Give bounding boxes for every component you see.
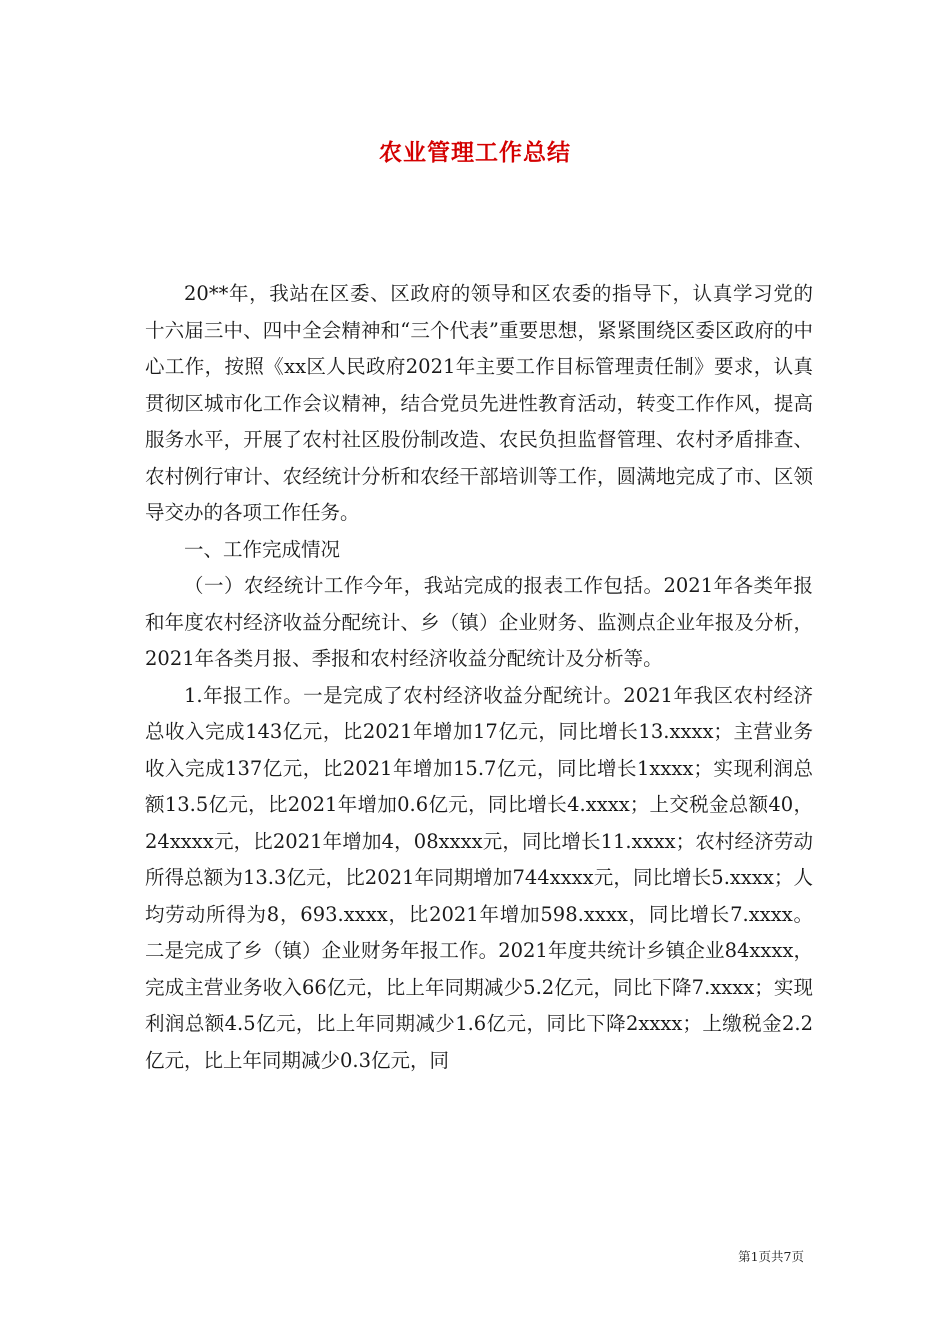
- document-body: [145, 276, 813, 1079]
- intro-paragraph: 20**年，我站在区委、区政府的领导和区农委的指导下，认真学习党的十六届三中、四中全会精神和“三个代表”重要思想，紧紧围绕区委区政府的中心工作，按照《xx区人民政府2021年主要工作目标管理责任制》要求，认真贯彻区城市化工作会议精神，结合党员先进性教育活动，转变工作作风，提高服务水平，开展了农村社区股份制改造、农民负担监督管理、农村矛盾排查、农村例行审计、农经统计分析和农经干部培训等工作，圆满地完成了市、区领导交办的各项工作任务。: [145, 282, 813, 524]
- subsection-paragraph: （一）农经统计工作今年，我站完成的报表工作包括。2021年各类年报和年度农村经济收益分配统计、乡（镇）企业财务、监测点企业年报及分析，2021年各类月报、季报和农村经济收益分配统计及分析等。: [145, 574, 813, 670]
- document-title: 农业管理工作总结: [379, 140, 571, 166]
- section-heading: 一、工作完成情况: [184, 537, 341, 561]
- page-number: 第1页共7页: [738, 1249, 804, 1264]
- annual-report-paragraph: 1.年报工作。一是完成了农村经济收益分配统计。2021年我区农村经济总收入完成143亿元，比2021年增加17亿元，同比增长13.xxxx；主营业务收入完成137亿元，比2021年增加15.7亿元，同比增长1xxxx；实现利润总额13.5亿元，比2021年增加0.6亿元，同比增长4.xxxx；上交税金总额40，24xxxx元，比2021年增加4，08xxxx元，同比增长11.xxxx；农村经济劳动所得总额为13.3亿元，比2021年同期增加744xxxx元，同比增长5.xxxx；人均劳动所得为8，693.xxxx，比2021年增加598.xxxx，同比增长7.xxxx。二是完成了乡（镇）企业财务年报工作。2021年度共统计乡镇企业84xxxx，完成主营业务收入66亿元，比上年同期减少5.2亿元，同比下降7.xxxx；实现利润总额4.5亿元，比上年同期减少1.6亿元，同比下降2xxxx；上缴税金2.2亿元，比上年同期减少0.3亿元，同: [145, 683, 813, 1072]
